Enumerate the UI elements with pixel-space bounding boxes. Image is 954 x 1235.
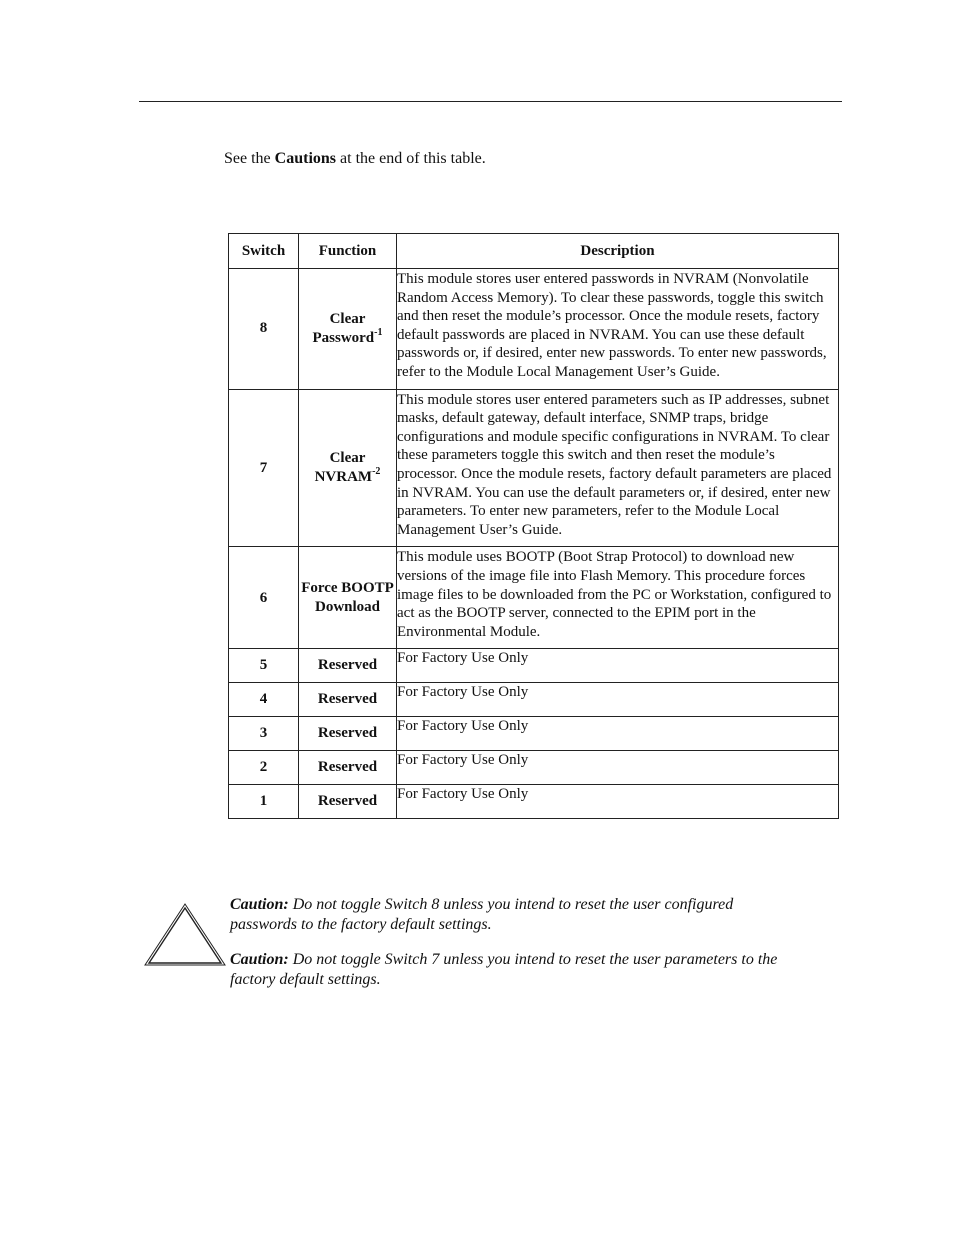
table-row: [229, 751, 839, 785]
switch-description: For Factory Use Only: [397, 649, 839, 683]
switch-number: 1: [229, 785, 299, 819]
switch-function: Clear $NVRAM^{-2}$: [299, 389, 397, 547]
switch-function: Reserved: [299, 785, 397, 819]
table-row: [229, 683, 839, 717]
switch-function: Reserved: [299, 683, 397, 717]
switch-description: This module uses BOOTP (Boot Strap Protocol) to download new versions of the image file into Flash Memory. This procedure forces image files to be downloaded from the PC or Workstation, configured to act as the BOOTP server, connected to the EPIM port in the Environmental Module.: [397, 547, 839, 649]
switch-number: 5: [229, 649, 299, 683]
switch-description: This module stores user entered parameters such as IP addresses, subnet masks, default gateway, default interface, SNMP traps, bridge configurations and module specific configurations in NVRAM. To clear these parameters toggle this switch and then reset the module’s processor. Once the module resets, factory default parameters are placed in NVRAM. You can use the default parameters or, if desired, enter new parameters. To enter new parameters, refer to the Module Local Management User’s Guide.: [397, 389, 839, 547]
switch-function: Reserved: [299, 751, 397, 785]
table-row: [229, 649, 839, 683]
caution-label: Caution:: [230, 896, 289, 913]
switch-number: 6: [229, 547, 299, 649]
header-description: Description: [397, 234, 839, 269]
switch-number: 2: [229, 751, 299, 785]
header-switch: Switch: [229, 234, 299, 269]
table-row: [229, 269, 839, 390]
switch-number: 7: [229, 389, 299, 547]
cautions-reference: Cautions: [274, 150, 337, 167]
switch-description: For Factory Use Only: [397, 751, 839, 785]
switch-description: This module stores user entered passwords in NVRAM (Nonvolatile Random Access Memory). To clear these passwords, toggle this switch and then reset the module’s processor. Once the module resets, factory default passwords are placed in NVRAM. You can use these default passwords or, if desired, enter new passwords. To enter new passwords, refer to the Module Local Management User’s Guide.: [397, 269, 839, 390]
switch-function: Reserved: [299, 649, 397, 683]
caution-note: Caution: Do not toggle Switch 8 unless you intend to reset the user configured passwords to the factory default settings.: [230, 896, 734, 933]
intro-text: See the Cautions at the end of this table.: [224, 150, 486, 167]
switch-number: 3: [229, 717, 299, 751]
footnote-marker: -2: [372, 465, 381, 477]
caution-label: Caution:: [230, 951, 289, 968]
switch-settings-table: [228, 233, 839, 819]
switch-number: 8: [229, 269, 299, 390]
table-row: [229, 717, 839, 751]
switch-description: For Factory Use Only: [397, 683, 839, 717]
switch-description: For Factory Use Only: [397, 785, 839, 819]
header-function: Function: [299, 234, 397, 269]
footnote-marker: -1: [374, 326, 383, 338]
switch-function: Force BOOTP Download: [299, 547, 397, 649]
table-row: [229, 785, 839, 819]
warning-triangle-icon: [143, 902, 227, 966]
table-row: [229, 389, 839, 547]
switch-number: 4: [229, 683, 299, 717]
switch-function: Reserved: [299, 717, 397, 751]
table-header-row: [229, 234, 839, 269]
switch-function: Clear Password$^{-1}$: [299, 269, 397, 390]
table-row: [229, 547, 839, 649]
caution-note: Caution: Do not toggle Switch 7 unless you intend to reset the user parameters to the factory default settings.: [230, 951, 778, 988]
switch-description: For Factory Use Only: [397, 717, 839, 751]
header-rule: [139, 101, 842, 102]
